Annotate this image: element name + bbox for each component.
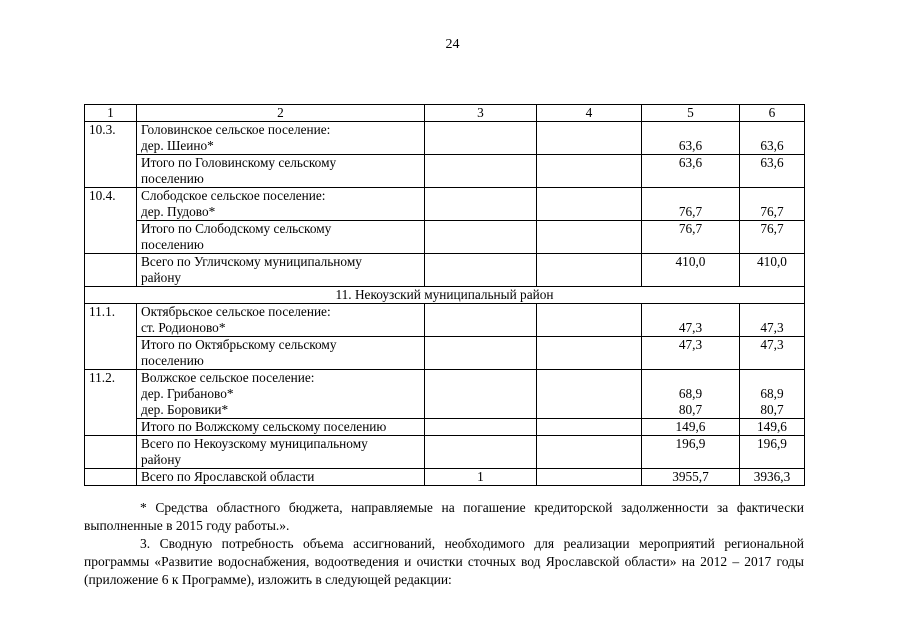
empty-cell (425, 337, 537, 370)
col-header-5: 5 (642, 105, 740, 122)
value-cell-6: 196,9 (740, 436, 805, 469)
value-cell-5: 410,0 (642, 254, 740, 287)
table-row (85, 419, 805, 436)
empty-cell (85, 469, 137, 486)
empty-cell (537, 469, 642, 486)
empty-cell (425, 254, 537, 287)
settlement-cell (137, 122, 425, 155)
col-header-4: 4 (537, 105, 642, 122)
value-cell-5: 196,9 (642, 436, 740, 469)
value-cell-5: 47,3 (642, 304, 740, 337)
settlement-cell (137, 370, 425, 419)
value-cell-3: 1 (425, 469, 537, 486)
header-row (85, 105, 805, 122)
empty-cell (85, 436, 137, 469)
empty-cell (537, 419, 642, 436)
settlement-cell (137, 304, 425, 337)
empty-cell (537, 221, 642, 254)
empty-cell (425, 188, 537, 221)
value-cell-5: 68,9 80,7 (642, 370, 740, 419)
total-label: Итого по Октябрьскому сельскому поселению (137, 337, 425, 370)
page-number: 24 (445, 37, 460, 52)
empty-cell (537, 337, 642, 370)
value-cell-6: 47,3 (740, 304, 805, 337)
footnote: * Средства областного бюджета, направляемые на погашение кредиторской задолженности за фактически выполненные в 2015 году работы.». (84, 500, 804, 533)
empty-cell (537, 122, 642, 155)
table-row (85, 337, 805, 370)
value-cell-6: 149,6 (740, 419, 805, 436)
row-number: 10.3. (85, 122, 137, 188)
table-row (85, 122, 805, 155)
table-row (85, 469, 805, 486)
body-paragraph: 3. Сводную потребность объема ассигнований, необходимого для реализации мероприятий региональной программы «Развитие водоснабжения, водоотведения и очистки сточных вод Ярославской области» на 2012 – 2017 годы (приложение 6 к Программе), изложить в следующей редакции: (84, 536, 804, 587)
empty-cell (537, 188, 642, 221)
table-row (85, 221, 805, 254)
value-cell-6: 68,9 80,7 (740, 370, 805, 419)
village-name: ст. Родионово* (141, 320, 226, 335)
empty-cell (537, 254, 642, 287)
table-row (85, 155, 805, 188)
col-header-6: 6 (740, 105, 805, 122)
row-number: 11.2. (85, 370, 137, 436)
value-cell-6: 76,7 (740, 188, 805, 221)
village-name: дер. Шеино* (141, 138, 214, 153)
empty-cell (537, 436, 642, 469)
value-cell-6: 410,0 (740, 254, 805, 287)
empty-cell (537, 304, 642, 337)
settlement-name: Слободское сельское поселение: (141, 188, 326, 203)
settlement-name: Волжское сельское поселение: (141, 370, 315, 385)
empty-cell (425, 436, 537, 469)
value-cell-6: 47,3 (740, 337, 805, 370)
value-cell-6: 63,6 (740, 122, 805, 155)
settlement-name: Головинское сельское поселение: (141, 122, 331, 137)
value-cell-5: 149,6 (642, 419, 740, 436)
funding-table (84, 104, 805, 486)
total-label: Итого по Головинскому сельскому поселению (137, 155, 425, 188)
empty-cell (537, 155, 642, 188)
total-label: Итого по Слободскому сельскому поселению (137, 221, 425, 254)
row-number: 11.1. (85, 304, 137, 370)
total-label: Всего по Угличскому муниципальному району (137, 254, 425, 287)
value-cell-5: 3955,7 (642, 469, 740, 486)
table-row (85, 254, 805, 287)
col-header-2: 2 (137, 105, 425, 122)
empty-cell (425, 221, 537, 254)
total-label: Всего по Некоузскому муниципальному району (137, 436, 425, 469)
col-header-1: 1 (85, 105, 137, 122)
section-heading-row (85, 287, 805, 304)
settlement-cell (137, 188, 425, 221)
value-cell-6: 3936,3 (740, 469, 805, 486)
table-row (85, 188, 805, 221)
empty-cell (425, 370, 537, 419)
village-name: дер. Пудово* (141, 204, 216, 219)
value-cell-5: 63,6 (642, 155, 740, 188)
total-label: Всего по Ярославской области (137, 469, 425, 486)
section-heading: 11. Некоузский муниципальный район (85, 287, 805, 304)
table-row (85, 370, 805, 419)
village-name: дер. Боровики* (141, 402, 229, 417)
empty-cell (85, 254, 137, 287)
value-cell-5: 76,7 (642, 188, 740, 221)
value-cell-5: 63,6 (642, 122, 740, 155)
empty-cell (425, 304, 537, 337)
table-row (85, 304, 805, 337)
col-header-3: 3 (425, 105, 537, 122)
village-name: дер. Грибаново* (141, 386, 234, 401)
table-row (85, 436, 805, 469)
empty-cell (425, 155, 537, 188)
empty-cell (425, 122, 537, 155)
value-cell-5: 47,3 (642, 337, 740, 370)
value-cell-6: 76,7 (740, 221, 805, 254)
settlement-name: Октябрьское сельское поселение: (141, 304, 331, 319)
value-cell-6: 63,6 (740, 155, 805, 188)
row-number: 10.4. (85, 188, 137, 254)
value-cell-5: 76,7 (642, 221, 740, 254)
empty-cell (537, 370, 642, 419)
total-label: Итого по Волжскому сельскому поселению (137, 419, 425, 436)
empty-cell (425, 419, 537, 436)
